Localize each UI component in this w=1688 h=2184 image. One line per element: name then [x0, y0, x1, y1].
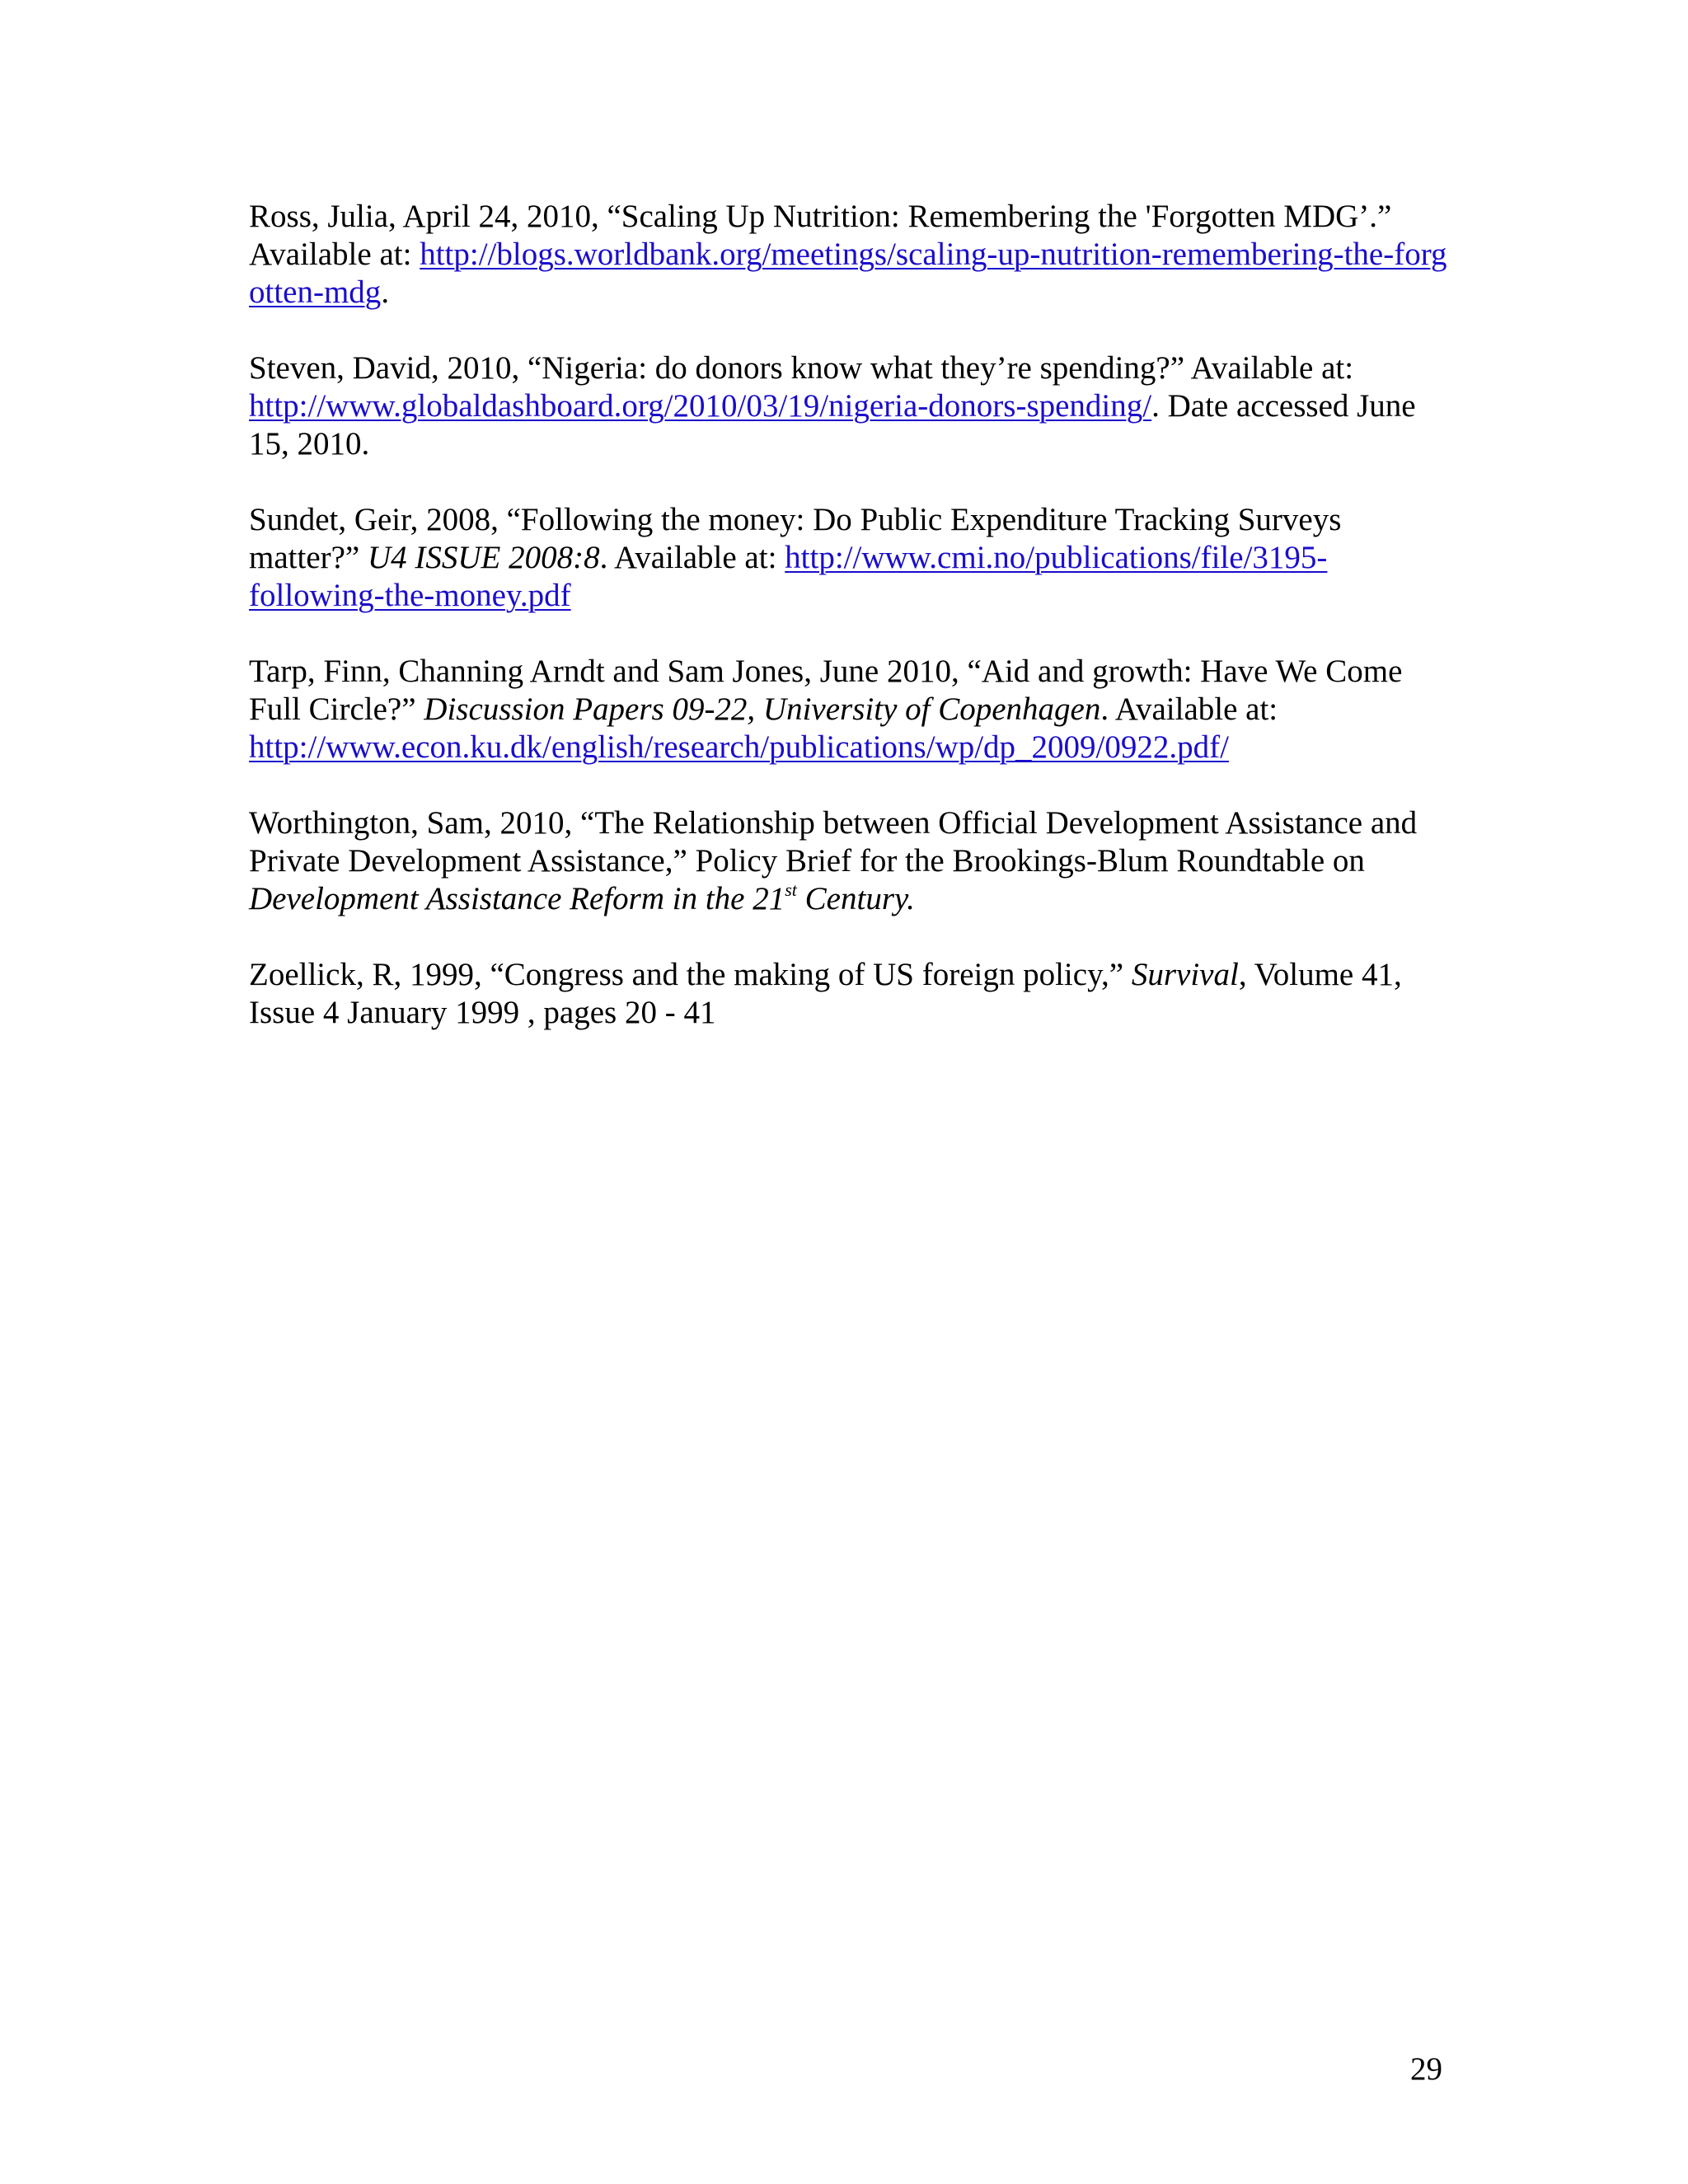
reference-text: Zoellick, R, 1999, “Congress and the making of US foreign policy,”: [249, 957, 1132, 992]
reference-italic-title: [249, 881, 915, 916]
reference-text: .: [381, 274, 390, 310]
reference-italic-title: U4 ISSUE 2008:8: [367, 540, 600, 575]
reference-italic-text: Development Assistance Reform in the 21: [249, 881, 785, 916]
reference-italic-title: Discussion Papers 09-22, University of Copenhagen: [424, 691, 1101, 727]
reference-text: Tarp, Finn, Channing Arndt and Sam Jones, June 2010, “Aid and growth: Have We Come Full Circle?”: [249, 654, 1403, 727]
reference-tarp: [249, 653, 1448, 766]
reference-text: Sundet, Geir, 2008, “Following the money: Do Public Expenditure Tracking Surveys matter?”: [249, 502, 1342, 575]
page-number: 29: [1410, 2051, 1442, 2087]
reference-worthington: [249, 804, 1448, 918]
reference-ross: [249, 198, 1448, 312]
reference-zoellick: [249, 956, 1448, 1032]
reference-link[interactable]: http://www.globaldashboard.org/2010/03/19/nigeria-donors-spending/: [249, 388, 1152, 424]
reference-text: Worthington, Sam, 2010, “The Relationship between Official Development Assistance and Private Development Assistance,” Policy Brief for the Brookings-Blum Roundtable on: [249, 805, 1418, 879]
references-list: [249, 198, 1448, 1070]
reference-superscript: st: [785, 879, 797, 900]
reference-text: Ross, Julia, April 24, 2010, “Scaling Up Nutrition: Remembering the 'Forgotten MDG’.” Available at:: [249, 199, 1392, 272]
reference-steven: [249, 349, 1448, 463]
reference-italic-title: Survival: [1131, 957, 1239, 992]
reference-link[interactable]: http://www.cmi.no/publications/file/3195-following-the-money.pdf: [249, 540, 1328, 613]
reference-italic-text: Century.: [796, 881, 915, 916]
reference-text: , Volume 41, Issue 4 January 1999 , pages 20 - 41: [249, 957, 1402, 1030]
reference-text: Steven, David, 2010, “Nigeria: do donors know what they’re spending?” Available at:: [249, 350, 1354, 386]
reference-text: . Date accessed June 15, 2010.: [249, 388, 1416, 462]
reference-link[interactable]: http://www.econ.ku.dk/english/research/publications/wp/dp_2009/0922.pdf/: [249, 729, 1229, 765]
reference-text: . Available at:: [1100, 691, 1278, 727]
reference-text: . Available at:: [599, 540, 785, 575]
reference-sundet: [249, 501, 1448, 615]
reference-link[interactable]: http://blogs.worldbank.org/meetings/scaling-up-nutrition-remembering-the-forgotten-mdg: [249, 237, 1447, 310]
